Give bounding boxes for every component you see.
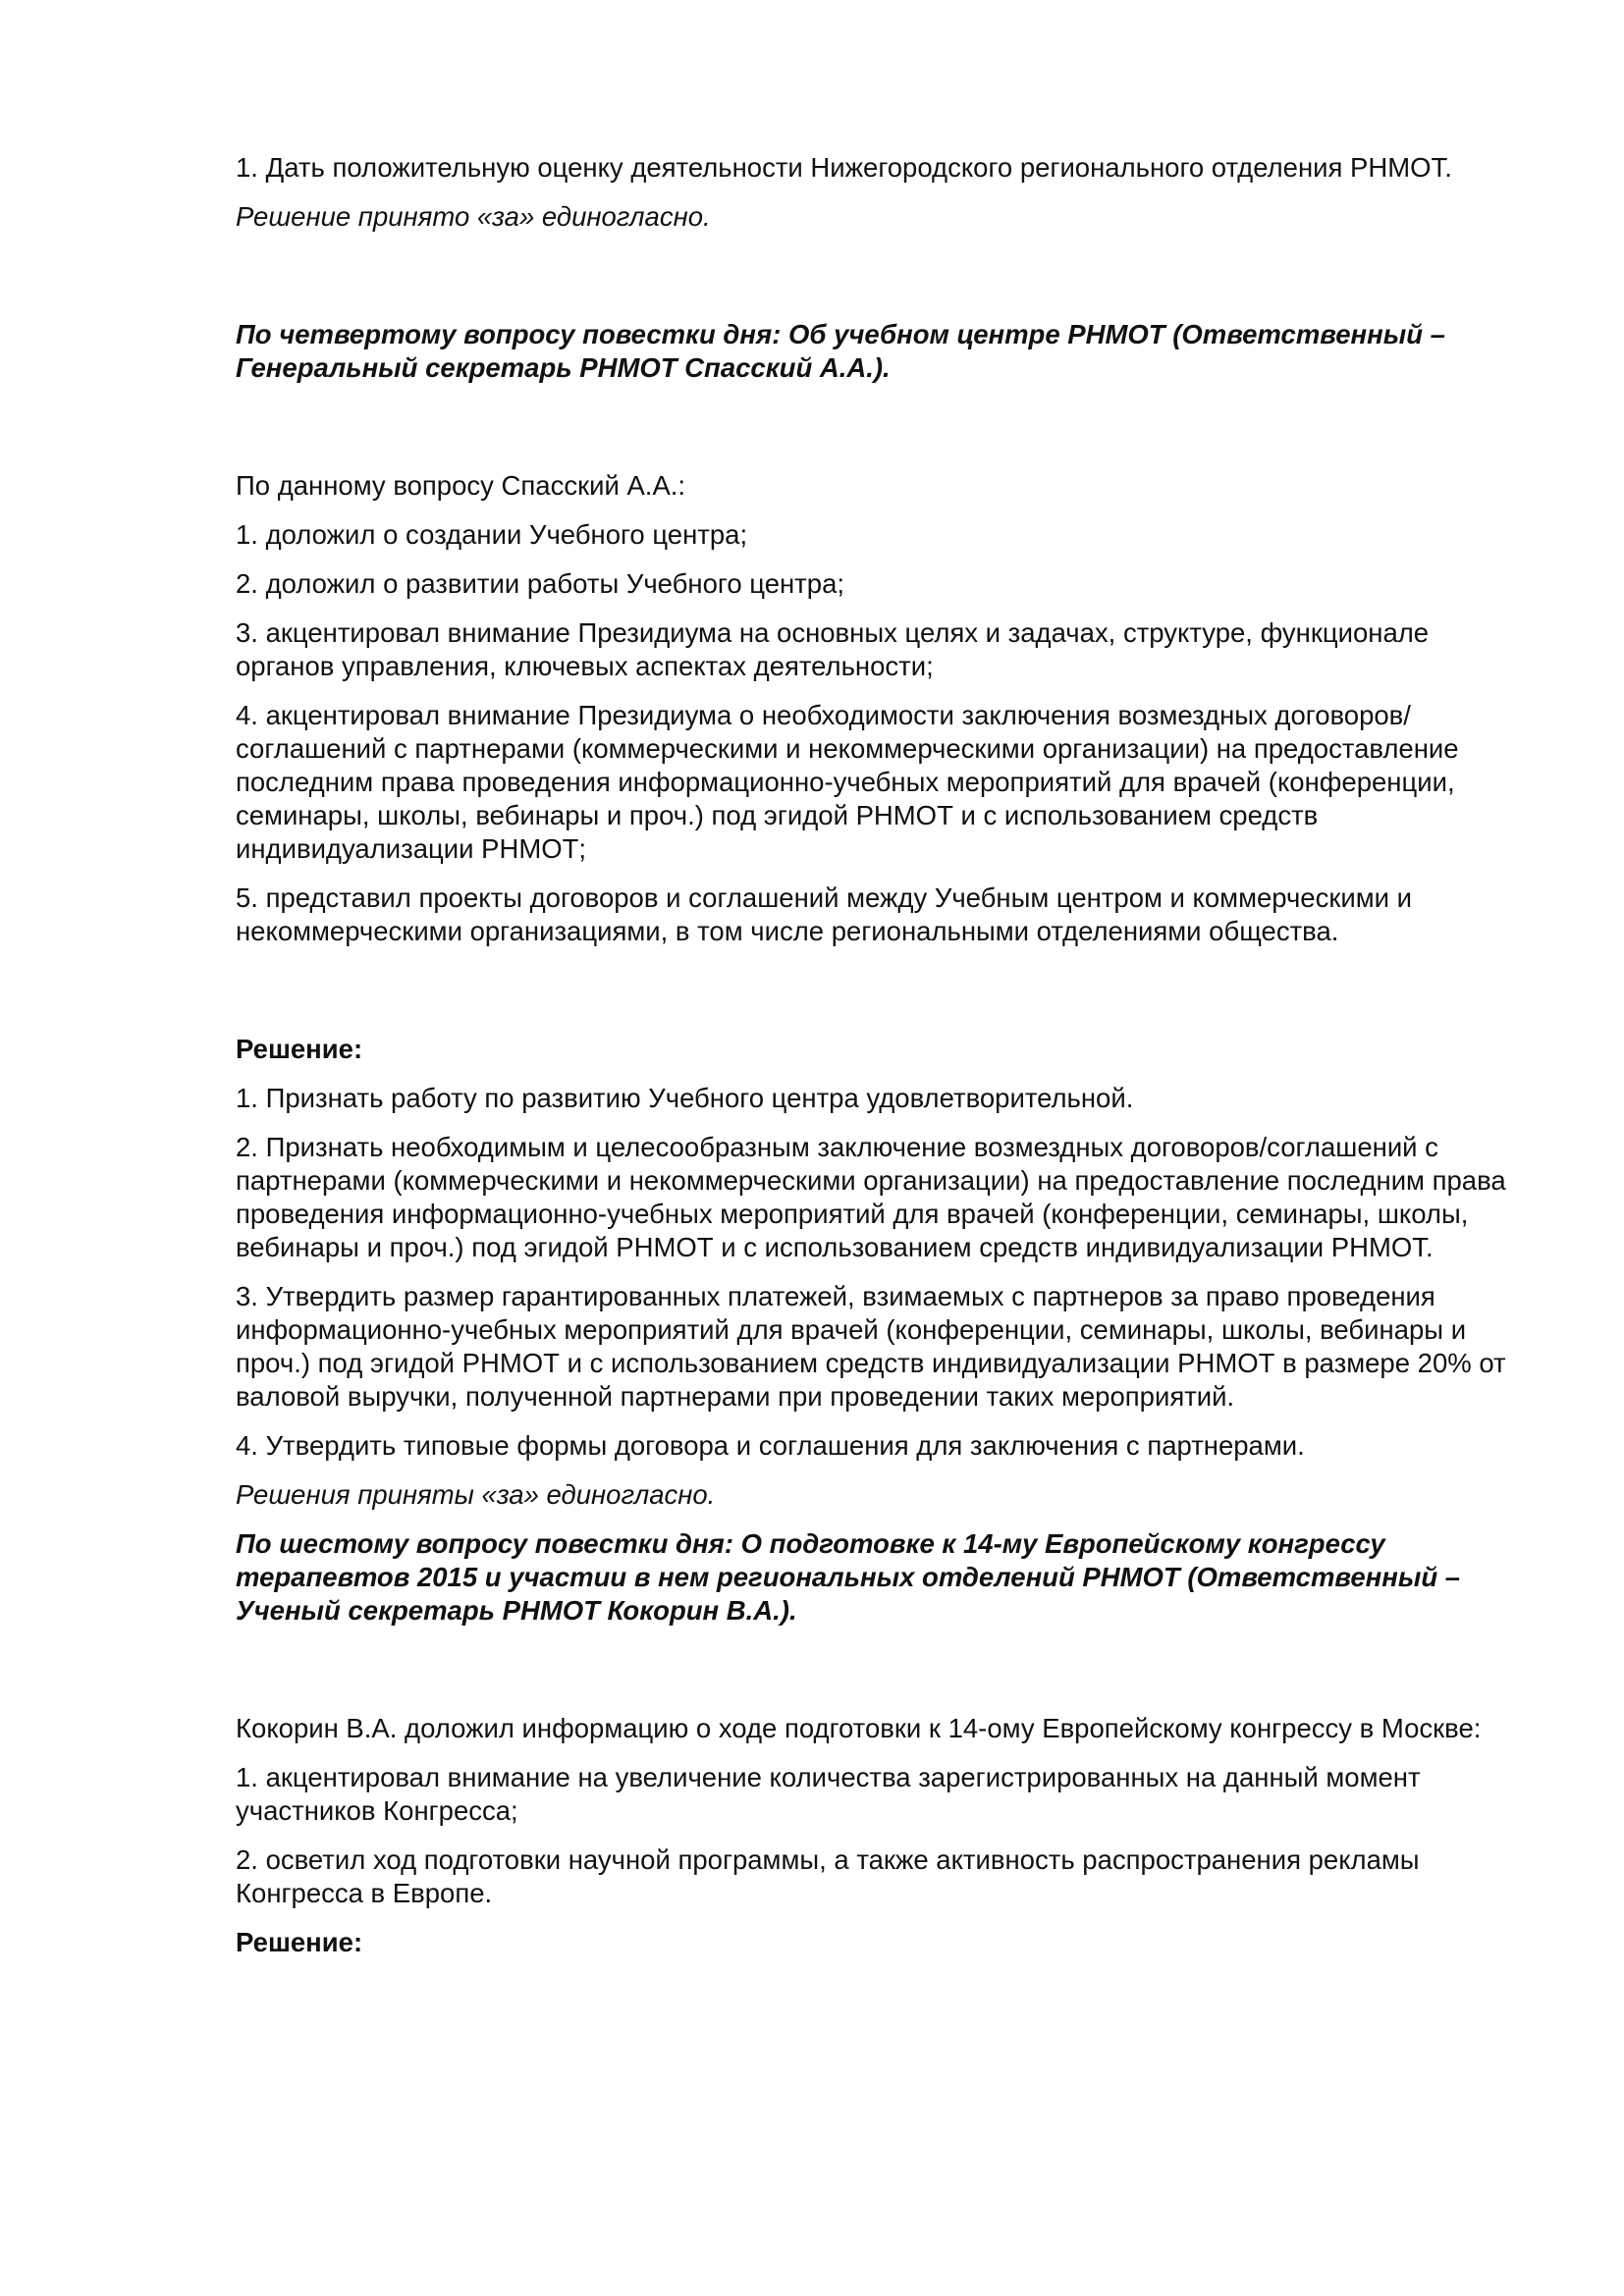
paragraph-item-5-drafts: 5. представил проекты договоров и соглашений между Учебным центром и коммерческими и некоммерческими организациями, в том числе региональными отделениями общества.: [236, 882, 1412, 946]
paragraph-item-4-contracts: 4. акцентировал внимание Президиума о необходимости заключения возмездных договоров/соглашений с партнерами (коммерческими и некоммерческими организации) на предоставление последним права проведения информационно-учебных мероприятий для врачей (конференции, семинары, школы, вебинары и проч.) под эгидой РНМОТ и с использованием средств индивидуализации РНМОТ;: [236, 700, 1459, 864]
decision-item-2: 2. Признать необходимым и целесообразным заключение возмездных договоров/соглашений с партнерами (коммерческими и некоммерческими организации) на предоставление последним права проведения информационно-учебных мероприятий для врачей (конференции, семинары, школы, вебинары и проч.) под эгидой РНМОТ и с использованием средств индивидуализации РНМОТ.: [236, 1132, 1506, 1262]
paragraph-item-1-created: 1. доложил о создании Учебного центра;: [236, 519, 748, 550]
decision-item-3: 3. Утвердить размер гарантированных платежей, взимаемых с партнеров за право проведения информационно-учебных мероприятий для врачей (конференции, семинары, школы, вебинары и проч.) под эгидой РНМОТ и с использованием средств индивидуализации РНМОТ в размере 20% от валовой выручки, полученной партнерами при проведении таких мероприятий.: [236, 1281, 1506, 1412]
agenda-heading-fourth-question: По четвертому вопросу повестки дня: Об учебном центре РНМОТ (Ответственный – Генеральный секретарь РНМОТ Спасский А.А.).: [236, 319, 1445, 383]
decision-item-1: 1. Признать работу по развитию Учебного центра удовлетворительной.: [236, 1083, 1134, 1113]
paragraph-intro-kokorin: Кокорин В.А. доложил информацию о ходе подготовки к 14-ому Европейскому конгрессу в Москве:: [236, 1713, 1482, 1743]
decision-heading: Решение:: [236, 1034, 363, 1064]
decision-heading-final: Решение:: [236, 1927, 363, 1957]
decision-item-4: 4. Утвердить типовые формы договора и соглашения для заключения с партнерами.: [236, 1430, 1305, 1461]
paragraph-intro-spassky: По данному вопросу Спасский А.А.:: [236, 470, 686, 501]
paragraph-item-2-development: 2. доложил о развитии работы Учебного центра;: [236, 568, 844, 599]
decision-note-unanimous: Решение принято «за» единогласно.: [236, 201, 711, 232]
paragraph-item-2-program: 2. осветил ход подготовки научной программы, а также активность распространения рекламы Конгресса в Европе.: [236, 1844, 1420, 1908]
paragraph-item-1-approval: 1. Дать положительную оценку деятельности Нижегородского регионального отделения РНМОТ.: [236, 152, 1452, 183]
paragraph-item-1-registration: 1. акцентировал внимание на увеличение количества зарегистрированных на данный момент участников Конгресса;: [236, 1762, 1421, 1826]
paragraph-item-3-goals: 3. акцентировал внимание Президиума на основных целях и задачах, структуре, функционале органов управления, ключевых аспектах деятельности;: [236, 617, 1430, 681]
decision-note-unanimous-plural: Решения приняты «за» единогласно.: [236, 1479, 716, 1510]
agenda-heading-sixth-question: По шестому вопросу повестки дня: О подготовке к 14-му Европейскому конгрессу терапевтов 2015 и участии в нем региональных отделений РНМОТ (Ответственный – Ученый секретарь РНМОТ Кокорин В.А.).: [236, 1528, 1461, 1626]
